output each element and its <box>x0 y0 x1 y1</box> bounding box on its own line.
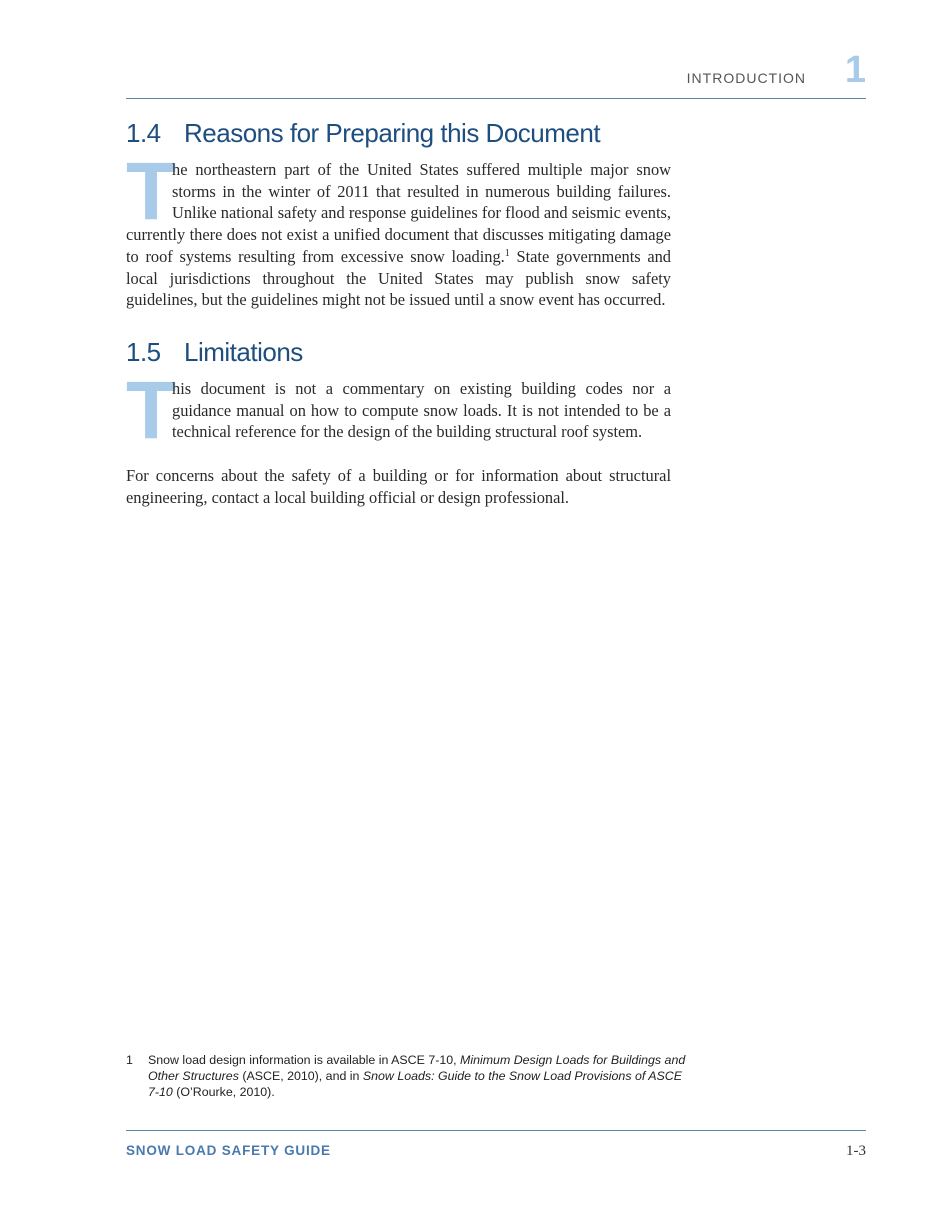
footnote-number: 1 <box>126 1053 133 1067</box>
section-title: Reasons for Preparing this Document <box>184 118 601 148</box>
running-header-section: INTRODUCTION <box>686 70 806 86</box>
section-1-4-paragraph <box>126 146 671 311</box>
paragraph-text: he northeastern part of the United States suffered multiple major snow storms in the winter of 2011 that resulted in numerous building failures. Unlike national safety and response guidelines for flood and seismic events, currently there does not exist a unified document that discusses mitigating damage to roof systems resulting from excessive snow loading. <box>126 160 671 266</box>
section-number: 1.5 <box>126 336 161 367</box>
main-content <box>126 118 671 508</box>
paragraph-text: State governments and local jurisdictions throughout the United States may publish snow safety guidelines, but the guidelines might not be issued until a snow event has occurred. <box>126 246 671 310</box>
section-1-4-heading <box>126 118 671 149</box>
drop-cap: T <box>126 146 177 237</box>
page-number: 1-3 <box>846 1143 866 1159</box>
footnote-text-part: Snow load design information is available in ASCE 7-10, <box>148 1053 461 1067</box>
footnote-citation-title: Minimum Design Loads for Buildings and Other Structures <box>148 1053 686 1083</box>
drop-cap: T <box>126 364 177 456</box>
running-header <box>126 50 866 99</box>
footnote-reference: 1 <box>504 247 510 259</box>
footer-document-title: SNOW LOAD SAFETY GUIDE <box>126 1143 331 1158</box>
footnote-citation-title: Snow Loads: Guide to the Snow Load Provisions of ASCE 7-10 <box>148 1069 683 1099</box>
page-footer <box>126 1130 866 1161</box>
footnote <box>126 1052 686 1100</box>
section-1-5-paragraph-2: For concerns about the safety of a building or for information about structural engineering, contact a local building official or design professional. <box>126 466 671 507</box>
section-1-5-heading <box>126 337 671 368</box>
section-number: 1.4 <box>126 118 161 148</box>
chapter-number: 1 <box>844 49 866 91</box>
paragraph-text: his document is not a commentary on existing building codes nor a guidance manual on how to compute snow loads. It is not intended to be a technical reference for the design of the building structural roof system. <box>172 378 671 442</box>
footnote-text-part: (O’Rourke, 2010). <box>172 1085 275 1099</box>
footnote-text-part: (ASCE, 2010), and in <box>238 1069 363 1083</box>
footnote-text <box>148 1052 686 1100</box>
section-title: Limitations <box>184 336 303 367</box>
section-1-5-paragraph-1 <box>126 364 671 456</box>
